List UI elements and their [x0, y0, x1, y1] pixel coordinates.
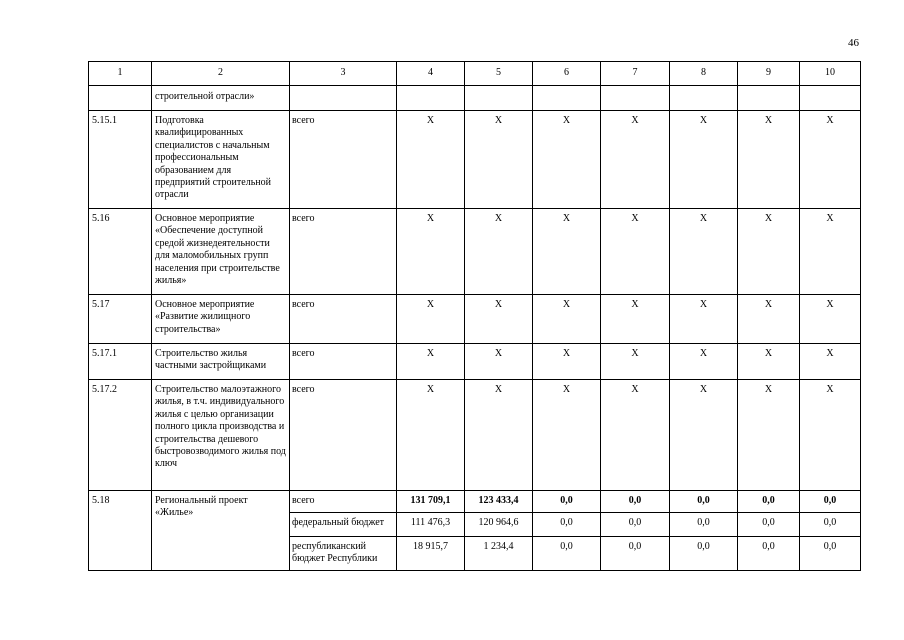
table-row: [89, 209, 861, 295]
row-number: 5.16: [89, 209, 152, 295]
value-cell: [397, 86, 465, 111]
page-number: 46: [848, 37, 859, 49]
header-cell: 3: [290, 62, 397, 86]
value-cell: Х: [738, 295, 800, 344]
row-source: всего: [290, 209, 397, 295]
row-number: 5.17: [89, 295, 152, 344]
value-cell: Х: [465, 380, 533, 491]
row-source: всего: [290, 380, 397, 491]
value-cell: Х: [601, 344, 670, 380]
value-cell: [601, 86, 670, 111]
header-cell: 7: [601, 62, 670, 86]
value-cell: Х: [800, 380, 861, 491]
value-cell: Х: [800, 295, 861, 344]
value-cell: Х: [738, 209, 800, 295]
row-source: всего: [290, 111, 397, 209]
value-cell: Х: [800, 344, 861, 380]
table-row: [89, 295, 861, 344]
row-source: всего: [290, 344, 397, 380]
table-row: [89, 380, 861, 491]
value-cell: 120 964,6: [465, 513, 533, 537]
value-cell: Х: [670, 295, 738, 344]
header-cell: 9: [738, 62, 800, 86]
value-cell: [533, 86, 601, 111]
value-cell: [670, 86, 738, 111]
row-name: Подготовка квалифицированных специалистов с начальным профессиональным образованием для предприятий строительной отрасли: [152, 111, 290, 209]
row-source: [290, 86, 397, 111]
header-cell: 4: [397, 62, 465, 86]
header-cell: 5: [465, 62, 533, 86]
value-cell: Х: [738, 380, 800, 491]
value-cell: 0,0: [533, 513, 601, 537]
value-cell: 0,0: [533, 537, 601, 571]
value-cell: Х: [533, 295, 601, 344]
row-source: всего: [290, 491, 397, 513]
value-cell: 18 915,7: [397, 537, 465, 571]
value-cell: Х: [397, 209, 465, 295]
header-cell: 8: [670, 62, 738, 86]
value-cell: 0,0: [738, 537, 800, 571]
value-cell: Х: [533, 380, 601, 491]
value-cell: [800, 86, 861, 111]
value-cell: 0,0: [601, 491, 670, 513]
value-cell: 0,0: [670, 537, 738, 571]
value-cell: Х: [670, 344, 738, 380]
row-source: республиканский бюджет Республики: [290, 537, 397, 571]
row-number: 5.17.2: [89, 380, 152, 491]
value-cell: Х: [601, 209, 670, 295]
row-name: Региональный проект «Жилье»: [152, 491, 290, 571]
value-cell: 0,0: [670, 491, 738, 513]
value-cell: Х: [601, 111, 670, 209]
value-cell: Х: [397, 295, 465, 344]
value-cell: 0,0: [601, 537, 670, 571]
value-cell: [465, 86, 533, 111]
table-row: [89, 111, 861, 209]
value-cell: [738, 86, 800, 111]
value-cell: Х: [465, 209, 533, 295]
row-name: Основное мероприятие «Развитие жилищного строительства»: [152, 295, 290, 344]
row-number: 5.18: [89, 491, 152, 571]
header-cell: 1: [89, 62, 152, 86]
header-cell: 2: [152, 62, 290, 86]
row-name: Строительство малоэтажного жилья, в т.ч. индивидуального жилья с целью организации полного цикла производства и строительства дешевого быстровозводимого жилья под ключ: [152, 380, 290, 491]
table-header-row: [89, 62, 861, 86]
value-cell: 0,0: [670, 513, 738, 537]
row-name: строительной отрасли»: [152, 86, 290, 111]
row-name: Строительство жилья частными застройщиками: [152, 344, 290, 380]
value-cell: Х: [397, 111, 465, 209]
value-cell: 0,0: [533, 491, 601, 513]
value-cell: Х: [670, 111, 738, 209]
value-cell: 1 234,4: [465, 537, 533, 571]
row-name: Основное мероприятие «Обеспечение доступной средой жизнедеятельности для маломобильных групп населения при строительстве жилья»: [152, 209, 290, 295]
value-cell: Х: [601, 380, 670, 491]
value-cell: Х: [738, 344, 800, 380]
value-cell: Х: [533, 209, 601, 295]
value-cell: 131 709,1: [397, 491, 465, 513]
row-number: 5.15.1: [89, 111, 152, 209]
table-row: [89, 344, 861, 380]
row-source: федеральный бюджет: [290, 513, 397, 537]
value-cell: Х: [397, 344, 465, 380]
value-cell: 0,0: [800, 537, 861, 571]
value-cell: 111 476,3: [397, 513, 465, 537]
row-number: [89, 86, 152, 111]
value-cell: 0,0: [738, 513, 800, 537]
value-cell: Х: [465, 344, 533, 380]
table-row: [89, 491, 861, 513]
value-cell: Х: [465, 111, 533, 209]
value-cell: Х: [465, 295, 533, 344]
value-cell: 123 433,4: [465, 491, 533, 513]
value-cell: 0,0: [800, 513, 861, 537]
value-cell: Х: [738, 111, 800, 209]
budget-table: [88, 61, 861, 571]
value-cell: Х: [397, 380, 465, 491]
value-cell: Х: [533, 344, 601, 380]
row-number: 5.17.1: [89, 344, 152, 380]
value-cell: 0,0: [800, 491, 861, 513]
header-cell: 10: [800, 62, 861, 86]
value-cell: Х: [800, 209, 861, 295]
value-cell: 0,0: [738, 491, 800, 513]
row-source: всего: [290, 295, 397, 344]
value-cell: Х: [533, 111, 601, 209]
value-cell: Х: [601, 295, 670, 344]
header-cell: 6: [533, 62, 601, 86]
table-row: [89, 86, 861, 111]
value-cell: Х: [670, 380, 738, 491]
value-cell: Х: [670, 209, 738, 295]
value-cell: 0,0: [601, 513, 670, 537]
value-cell: Х: [800, 111, 861, 209]
